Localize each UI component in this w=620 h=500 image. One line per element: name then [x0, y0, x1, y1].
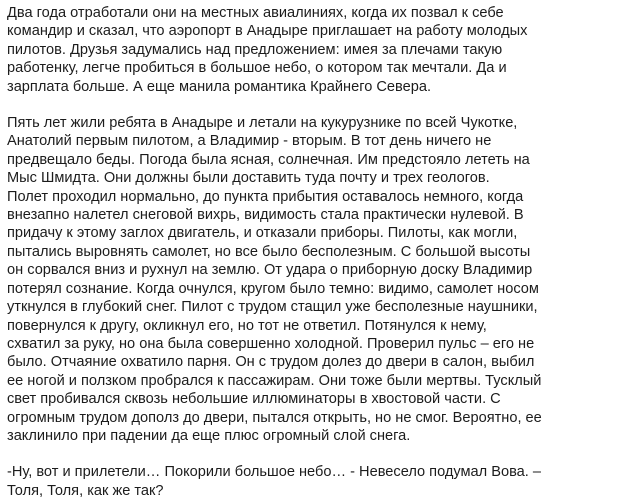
text-line: огромным трудом дополз до двери, пытался открыть, но не смог. Вероятно, ее — [7, 409, 542, 426]
text-line: Анатолий первым пилотом, а Владимир - вторым. В тот день ничего не — [7, 133, 492, 150]
text-line: повернулся к другу, окликнул его, но тот не ответил. Потянулся к нему, — [7, 317, 487, 334]
text-line: ее ногой и ползком пробрался к пассажирам. Они тоже были мертвы. Тусклый — [7, 372, 542, 389]
text-line: Пять лет жили ребята в Анадыре и летали на кукурузнике по всей Чукотке, — [7, 115, 518, 132]
text-line: пытались выровнять самолет, но все было бесполезным. С большой высоты — [7, 243, 531, 260]
paragraph-1 — [7, 4, 620, 96]
text-line: придачу к этому заглох двигатель, и отказали приборы. Пилоты, как могли, — [7, 225, 518, 242]
text-line: потерял сознание. Когда очнулся, кругом было темно: видимо, самолет носом — [7, 280, 539, 297]
text-line: он сорвался вниз и рухнул на землю. От удара о приборную доску Владимир — [7, 262, 533, 279]
paragraph-3 — [7, 463, 620, 500]
text-line: командир и сказал, что аэропорт в Анадыре приглашает на работу молодых — [7, 23, 528, 40]
text-line: Два года отработали они на местных авиалиниях, когда их позвал к себе — [7, 5, 504, 21]
text-line: -Ну, вот и прилетели… Покорили большое небо… - Невесело подумал Вова. – — [7, 464, 542, 481]
text-line: Толя, Толя, как же так? — [7, 482, 164, 499]
text-line: Мыс Шмидта. Они должны были доставить туда почту и трех геологов. — [7, 170, 490, 187]
paragraph-2 — [7, 114, 620, 445]
text-line: пилотов. Друзья задумались над предложением: имея за плечами такую — [7, 41, 503, 58]
text-line: было. Отчаяние охватило парня. Он с трудом долез до двери в салон, выбил — [7, 354, 535, 371]
text-line: схватил за руку, но она была совершенно холодной. Проверил пульс – его не — [7, 335, 535, 352]
text-line: заклинило при падении да еще плюс огромный слой снега. — [7, 427, 411, 444]
text-line: уткнулся в глубокий снег. Пилот с трудом стащил уже бесполезные наушники, — [7, 299, 538, 316]
text-line: зарплата больше. А еще манила романтика Крайнего Севера. — [7, 78, 432, 95]
text-line: предвещало беды. Погода была ясная, солнечная. Им предстояло лететь на — [7, 151, 530, 168]
text-line: работенку, легче пробиться в большое небо, о котором так мечтали. Да и — [7, 60, 507, 77]
text-line: свет пробивался сквозь небольшие иллюминаторы в хвостовой части. С — [7, 391, 501, 408]
text-line: внезапно налетел снеговой вихрь, видимость стала практически нулевой. В — [7, 207, 524, 224]
text-line: Полет проходил нормально, до пункта прибытия оставалось немного, когда — [7, 188, 524, 205]
